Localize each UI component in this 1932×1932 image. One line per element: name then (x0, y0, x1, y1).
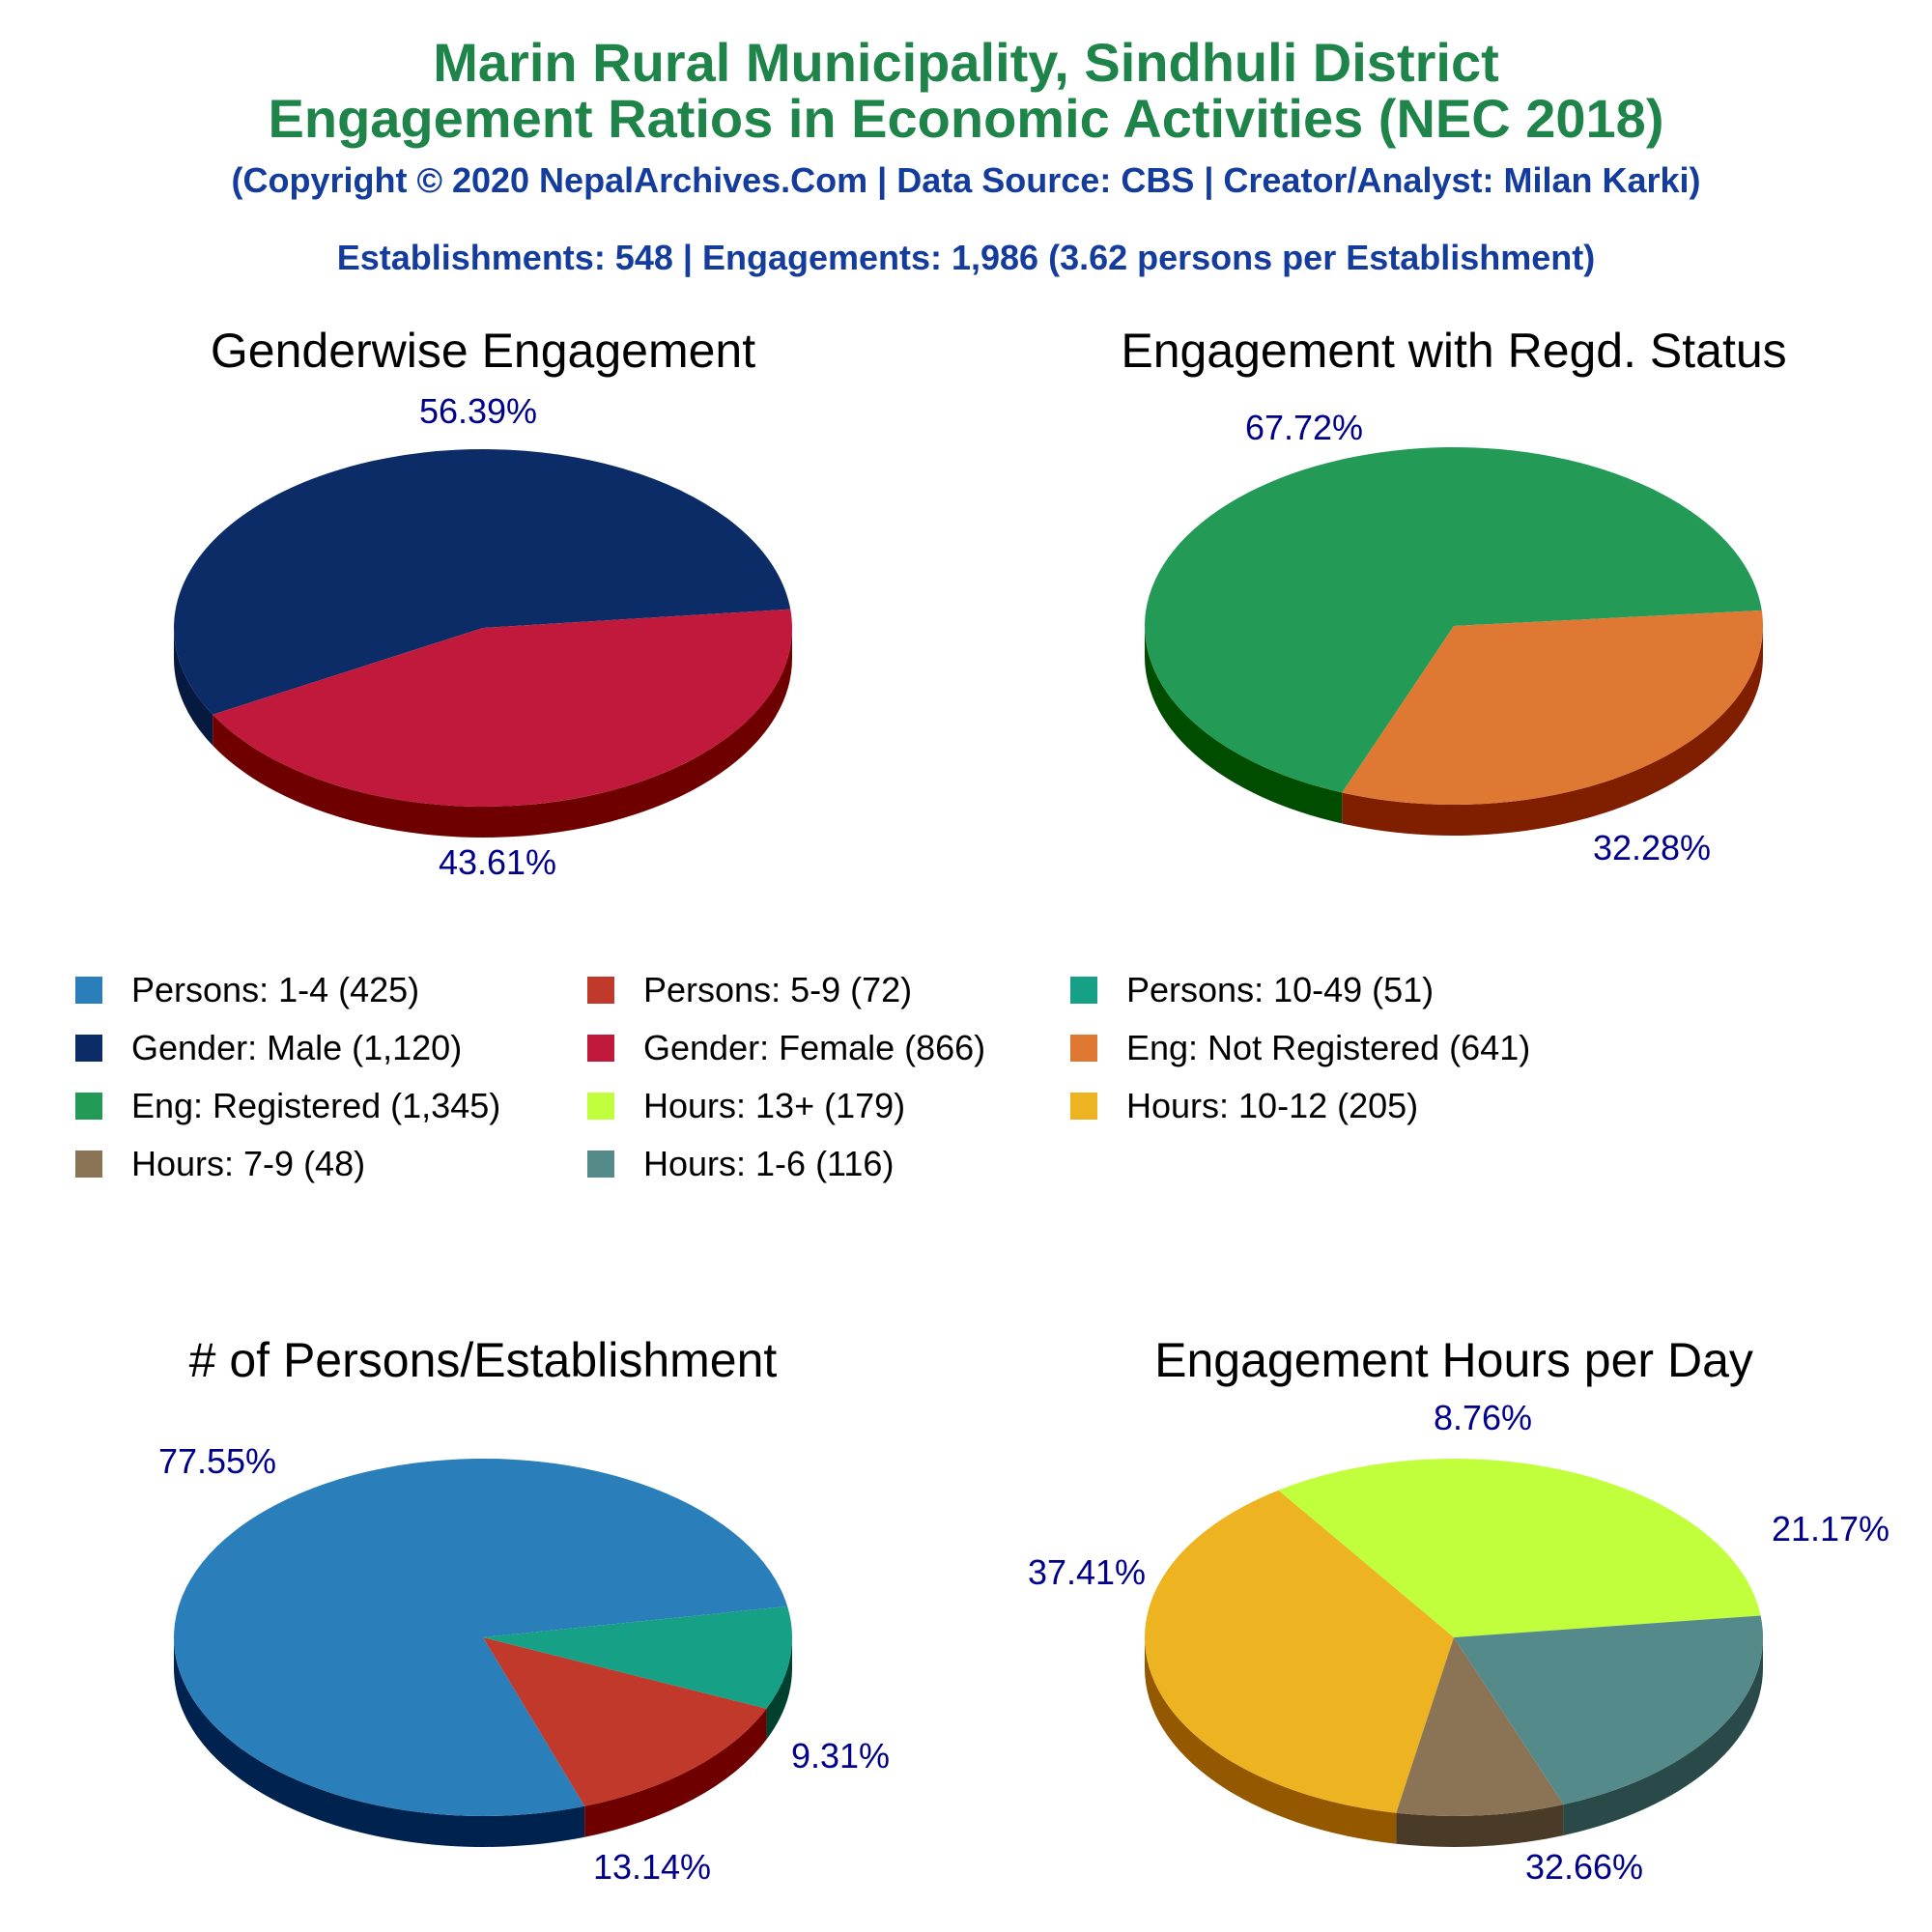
legend-label: Persons: 10-49 (51) (1126, 970, 1435, 1009)
pie-chart-3 (158, 1333, 890, 1887)
chart-title: # of Persons/Establishment (188, 1333, 778, 1387)
pie-percent-label: 37.41% (1027, 1552, 1147, 1592)
legend-label: Hours: 13+ (179) (643, 1086, 906, 1125)
pie-percent-label: 13.14% (592, 1847, 712, 1887)
pie-percent-label: 67.72% (1244, 408, 1364, 447)
legend-label: Hours: 10-12 (205) (1126, 1086, 1419, 1125)
pie-percent-label: 32.28% (1592, 828, 1712, 867)
legend-label: Persons: 1-4 (425) (131, 970, 420, 1009)
pie-chart-4 (1028, 1333, 1889, 1887)
pie-percent-label: 77.55% (157, 1441, 277, 1481)
pie-percent-label: 21.17% (1771, 1509, 1890, 1548)
chart-title: Engagement with Regd. Status (1121, 324, 1787, 378)
pie-percent-label: 32.66% (1524, 1847, 1644, 1887)
legend-label: Eng: Registered (1,345) (131, 1086, 501, 1125)
pie-percent-label: 8.76% (1433, 1398, 1533, 1437)
legend-label: Eng: Not Registered (641) (1126, 1028, 1531, 1067)
legend-label: Hours: 1-6 (116) (643, 1144, 895, 1183)
establishment-stats: Establishments: 548 | Engagements: 1,986 (3.62 persons per Establishment) (336, 238, 1596, 277)
pie-percent-label: 43.61% (438, 842, 557, 882)
copyright-subtitle: (Copyright © 2020 NepalArchives.Com | Data Source: CBS | Creator/Analyst: Milan Karki) (231, 160, 1701, 200)
legend-label: Gender: Male (1,120) (131, 1028, 463, 1067)
title-line-2: Engagement Ratios in Economic Activities (NEC 2018) (268, 88, 1664, 149)
pie-percent-label: 56.39% (418, 391, 538, 431)
legend-label: Persons: 5-9 (72) (643, 970, 913, 1009)
pie-chart-1 (174, 324, 792, 882)
title-line-1: Marin Rural Municipality, Sindhuli District (433, 32, 1499, 93)
pie-chart-2 (1121, 324, 1786, 867)
chart-title: Engagement Hours per Day (1154, 1333, 1753, 1387)
legend-label: Hours: 7-9 (48) (131, 1144, 366, 1183)
chart-title: Genderwise Engagement (210, 324, 756, 378)
legend-label: Gender: Female (866) (643, 1028, 986, 1067)
pie-percent-label: 9.31% (790, 1736, 891, 1776)
